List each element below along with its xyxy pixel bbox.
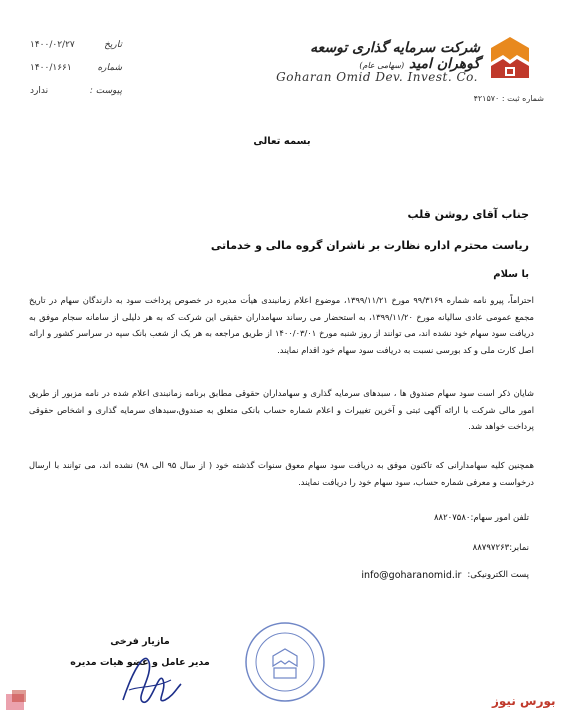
addressee: جناب آقای روشن قلب (407, 208, 529, 221)
paragraph-1: احتراماً، پیرو نامه شماره ۹۹/۳۱۶۹ مورخ ۱۳۹۹/۱۱/۲۱، موضوع اعلام زمانبندی هیأت مدیره در خصوص پرداخت سود به دارندگان سهام در تاریخ مجمع عمومی عادی سالیانه مورخ ۱۳۹۹/۱۱/۲۰، به استحضار می رساند سهامداران حقیقی این شرکت که به هر دلیلی از سامانه سجام موفق به دریافت سود سهام خود نشده اند، می توانند از روز شنبه مورخ ۱۴۰۰/۰۳/۰۱ از طریق مراجعه به هر یک از شعب بانک سپه در سراسر کشور و ارائه اصل کارت ملی و کد بورسی نسبت به دریافت سود سهام خود اقدام نمایند. (29, 295, 534, 355)
signatory-title: مدیر عامل و عضو هیات مدیره (70, 657, 210, 668)
corner-watermark-icon (4, 688, 30, 714)
date-label: تاریخ (104, 40, 122, 50)
phone-line: تلفن امور سهام:۸۸۲۰۷۵۸۰ (433, 513, 529, 523)
company-stamp-icon (243, 620, 327, 704)
source-watermark: بورس نیوز (492, 694, 556, 708)
registration-number: شماره ثبت : ۴۲۱۵۷۰ (473, 94, 544, 103)
subject-line: ریاست محترم اداره نظارت بر ناشران گروه مالی و خدماتی (210, 239, 529, 252)
number-label: شماره (97, 63, 122, 73)
paragraph-2: شایان ذکر است سود سهام صندوق ها ، سبدهای سرمایه گذاری و سهامداران حقوقی مطابق برنامه زمانبندی اعلام شده در نامه مزبور از طریق امور مالی شرکت با ارائه آگهی ثبتی و آخرین تغییرات و اعلام شماره حساب بانکی متعلق به صندوق،سبدهای سرمایه گذاری و اشخاص حقوقی پرداخت خواهد شد. (29, 388, 534, 431)
number-value: ۱۴۰۰/۱۶۶۱ (30, 63, 72, 73)
company-logo-icon (487, 34, 533, 80)
attachment-label: پیوست : (89, 86, 122, 96)
attachment-value: ندارد (30, 86, 49, 96)
email-label: پست الکترونیکی: (467, 570, 529, 580)
company-name-en: Goharan Omid Dev. Invest. Co. (276, 70, 478, 84)
company-type: (سهامی عام) (359, 61, 405, 70)
handwritten-signature-icon (115, 640, 185, 710)
date-value: ۱۴۰۰/۰۲/۲۷ (30, 40, 75, 50)
signatory-name: مازیار فرخی (110, 636, 170, 647)
letter-title: بسمه تعالی (253, 136, 311, 147)
paragraph-3: همچنین کلیه سهامدارانی که تاکنون موفق به دریافت سود سهام معوق سنوات گذشته خود ( از سال ۹۵ الی ۹۸) نشده اند، می توانند با ارسال درخواست و معرفی شماره حساب، سود سهام خود را دریافت نمایند. (29, 460, 534, 487)
attachment-row (30, 86, 122, 96)
company-name-fa: شرکت سرمایه گذاری توسعه گوهران امید (سهامی عام) (310, 40, 480, 72)
date-row (30, 40, 122, 50)
email-line (361, 570, 529, 581)
number-row (30, 63, 122, 73)
email-link[interactable]: info@goharanomid.ir (361, 570, 462, 581)
fax-line: نمابر:۸۸۷۹۷۲۶۳ (472, 543, 529, 553)
greeting: با سلام (493, 269, 529, 280)
